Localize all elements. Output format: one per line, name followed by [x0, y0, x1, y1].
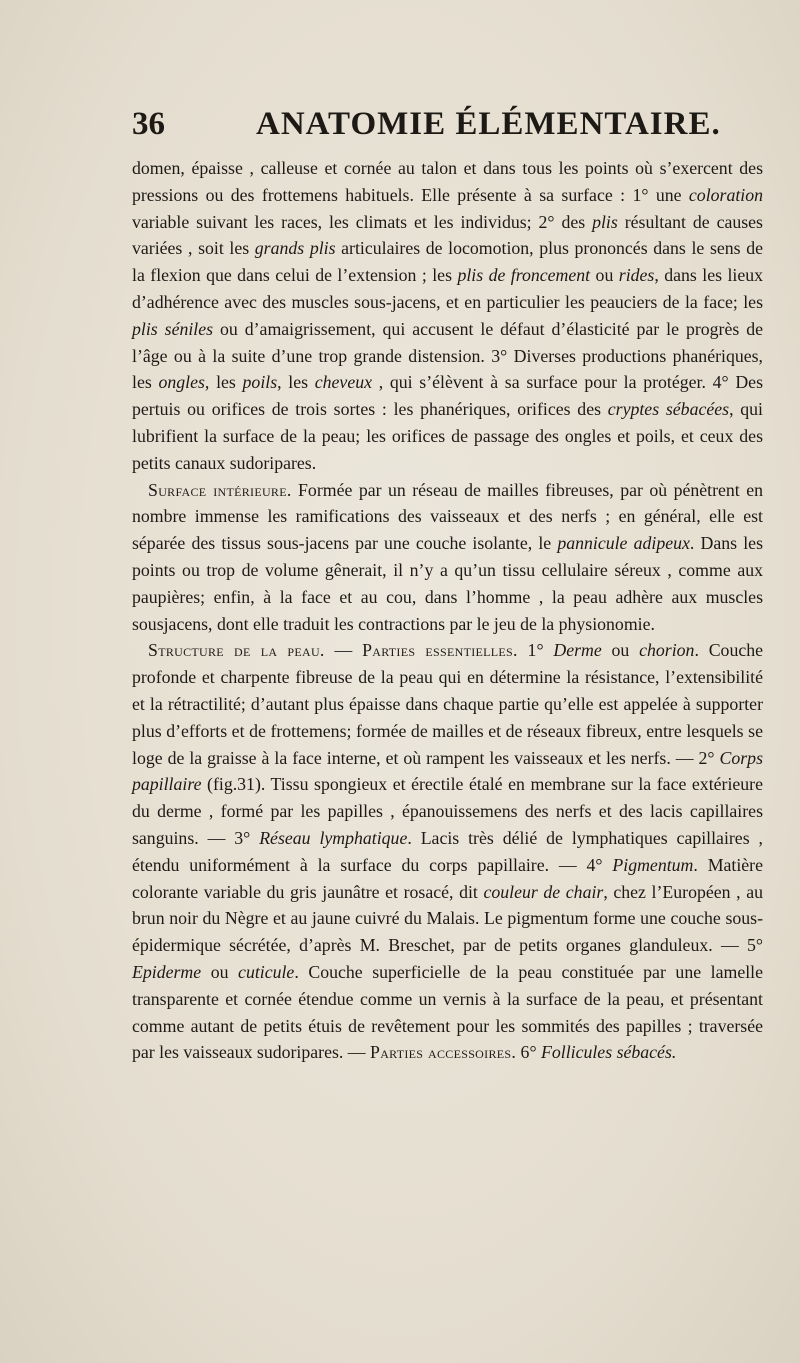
section-heading: Structure de la peau.: [148, 640, 325, 661]
page-header: [132, 106, 762, 150]
running-title: ANATOMIE ÉLÉMENTAIRE.: [256, 106, 721, 142]
subsection-heading: Parties accessoires.: [370, 1042, 517, 1063]
paragraph-surface-interieure: Surface intérieure. Formée par un réseau de mailles fibreuses, par où pénètrent en nombre immense les ramifications des vaisseaux et des nerfs ; en général, elle est séparée des tissus sous-jacens par une couche isolante, le pannicule adipeux. Dans les points ou trop de volume gênerait, il n’y a qu’un tissu cellulaire séreux , comme aux paupières; enfin, à la face et au cou, dans l’homme , la peau adhère aux muscles sousjacens, dont elle traduit les contractions par le jeu de la physionomie.: [132, 479, 763, 634]
paragraph-structure: Structure de la peau. — Parties essentielles. 1° Derme ou chorion. Couche profonde et charpente fibreuse de la peau qui en détermine la résistance, l’extensibilité et la rétractilité; d’autant plus épaisse dans chaque partie qu’elle est appelée à supporter plus d’efforts et de frottemens; formée de mailles et de réseaux fibreux, entre lesquels se loge de la graisse à la face interne, et où rampent les vaisseaux et les nerfs. — 2° Corps papillaire (fig.31). Tissu spongieux et érectile étalé en membrane sur la face extérieure du derme , formé par les papilles , épanouissemens des nerfs et des lacis capillaires sanguins. — 3° Réseau lymphatique. Lacis très délié de lymphatiques capillaires , étendu uniformément à la surface du corps papillaire. — 4° Pigmentum. Matière colorante variable du gris jaunâtre et rosacé, dit couleur de chair, chez l’Européen , au brun noir du Nègre et au jaune cuivré du Malais. Le pigmentum forme une couche sous-épidermique sécrétée, d’après M. Breschet, par de petits organes glanduleux. — 5° Epiderme ou cuticule. Couche superficielle de la peau constituée par une lamelle transparente et cornée étendue comme un vernis à la surface de la peau, et présentant comme autant de petits étuis de revêtement pour les sommités des papilles ; traversée par les vaisseaux sudoripares. — Parties accessoires. 6° Follicules sébacés.: [132, 640, 764, 1063]
body-text: [132, 155, 763, 1066]
subsection-heading: Parties essentielles.: [362, 640, 518, 661]
section-heading: Surface intérieure.: [148, 479, 292, 500]
page-number: 36: [132, 106, 165, 142]
paragraph-surface-exterieure: domen, épaisse , calleuse et cornée au talon et dans tous les points où s’exercent des pressions ou des frottemens habituels. Elle présente à sa surface : 1° une coloration variable suivant les races, les climats et les individus; 2° des plis résultant de causes variées , soit les grands plis articulaires de locomotion, plus prononcés dans le sens de la flexion que dans celui de l’extension ; les plis de froncement ou rides, dans les lieux d’adhérence avec des muscles sous-jacens, et en particulier les peauciers de la face; les plis séniles ou d’amaigrissement, qui accusent le défaut d’élasticité par le progrès de l’âge ou à la suite d’une trop grande distension. 3° Diverses productions phanériques, les ongles, les poils, les cheveux , qui s’élèvent à sa surface pour la protéger. 4° Des pertuis ou orifices de trois sortes : les phanériques, orifices des cryptes sébacées, qui lubrifient la surface de la peau; les orifices de passage des ongles et poils, et ceux des petits canaux sudoripares.: [132, 158, 764, 473]
